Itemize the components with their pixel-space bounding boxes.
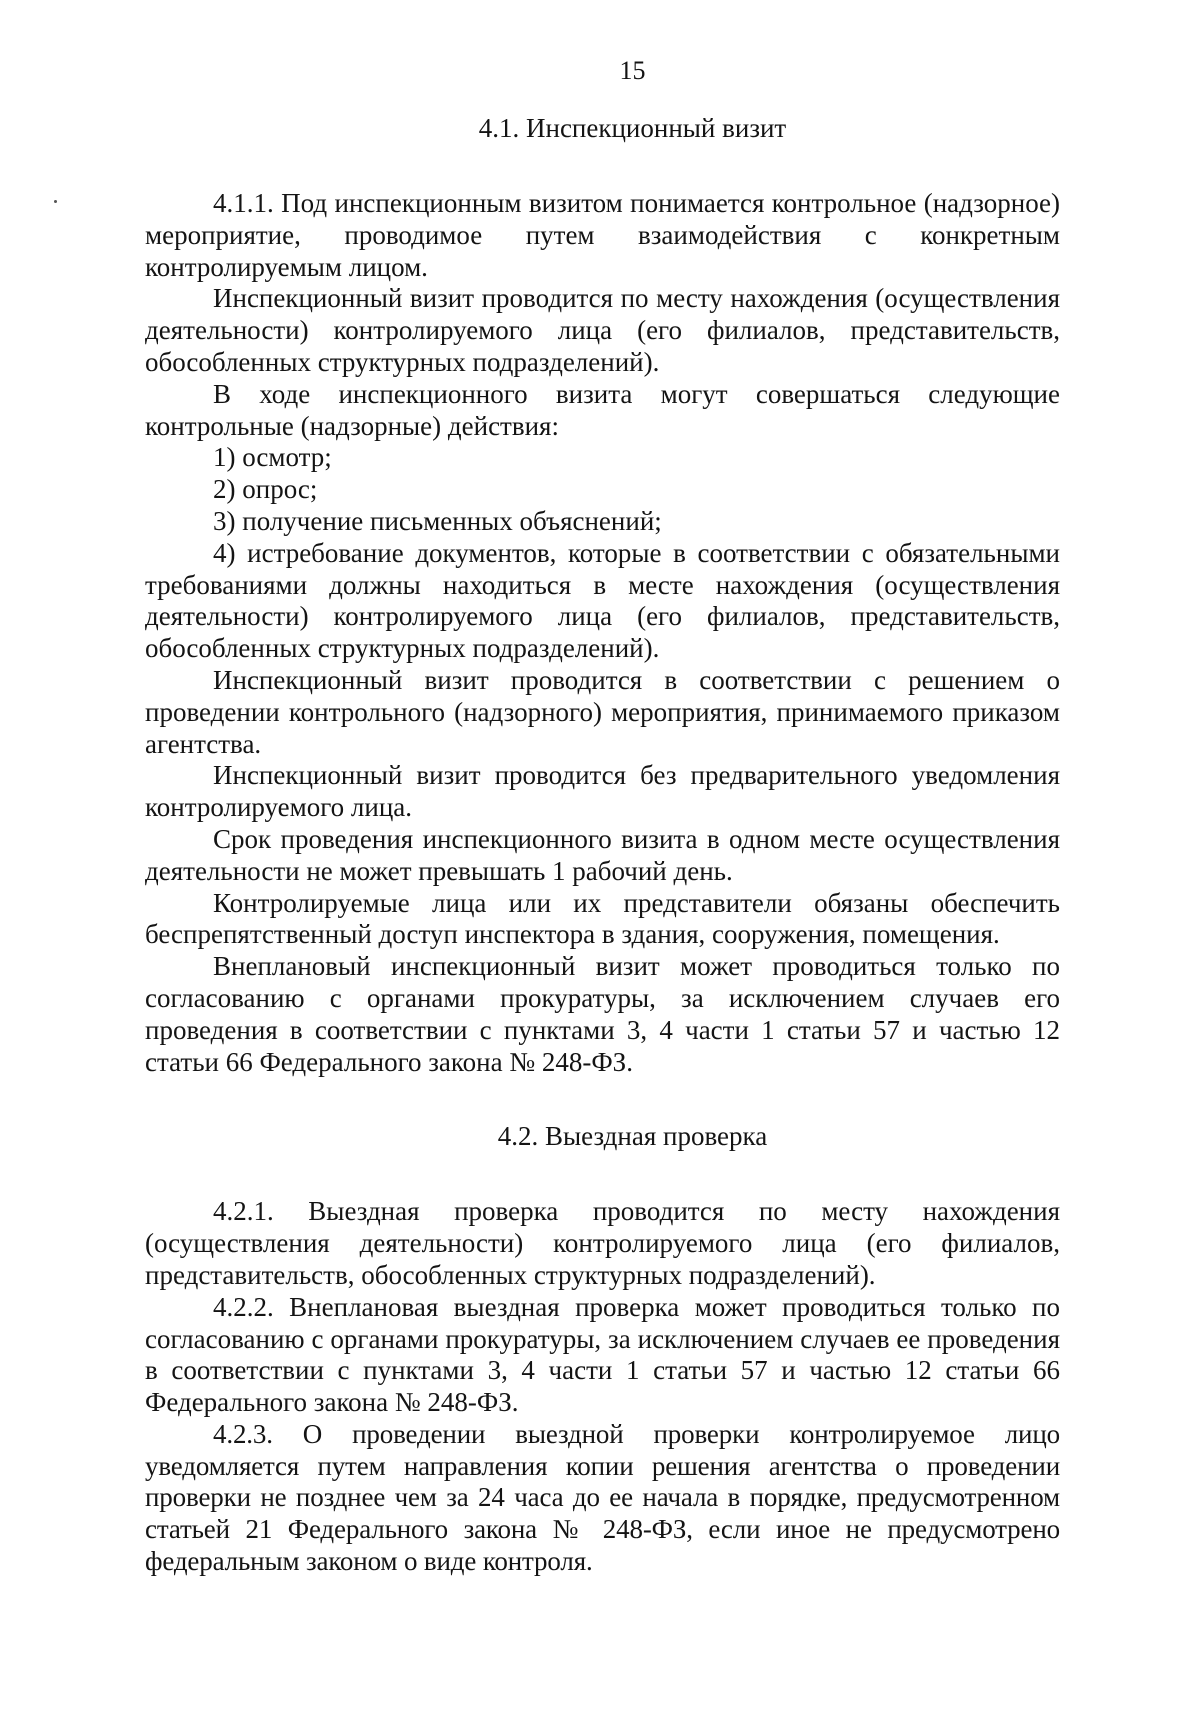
section-heading-4-1: 4.1. Инспекционный визит xyxy=(478,113,787,143)
paragraph-duration: Срок проведения инспекционного визита в одном месте осуществления деятельности не может превышать 1 рабочий день. xyxy=(145,823,1060,886)
paragraph-no-notice: Инспекционный визит проводится без предварительного уведомления контролируемого лица. xyxy=(145,760,1060,823)
paragraph-decision: Инспекционный визит проводится в соответствии с решением о проведении контрольного (надзорного) мероприятия, принимаемого приказом агентства. xyxy=(145,664,1060,759)
paragraph-location: Инспекционный визит проводится по месту нахождения (осуществления деятельности) контролируемого лица (его филиалов, представительств, обособленных структурных подразделений). xyxy=(145,283,1060,377)
paragraph-4-2-3: 4.2.3. О проведении выездной проверки контролируемое лицо уведомляется путем направления копии решения агентства о проведении проверки не позднее чем за 24 часа до ее начала в порядке, предусмотренном статьей 21 Федерального закона № 248-ФЗ, если иное не предусмотрено федеральным законом о виде контроля. xyxy=(145,1418,1060,1577)
list-item-documents: 4) истребование документов, которые в соответствии с обязательными требованиями должны находиться в месте нахождения (осуществления деятельности) контролируемого лица (его филиалов, представительств, обособленных структурных подразделений). xyxy=(145,537,1060,664)
paragraph-actions-intro: В ходе инспекционного визита могут совершаться следующие контрольные (надзорные) действия: xyxy=(145,378,1060,441)
list-item-survey: 2) опрос; xyxy=(213,474,318,505)
paragraph-4-2-1: 4.2.1. Выездная проверка проводится по месту нахождения (осуществления деятельности) контролируемого лица (его филиалов, представительств, обособленных структурных подразделений). xyxy=(145,1196,1060,1290)
paragraph-access: Контролируемые лица или их представители обязаны обеспечить беспрепятственный доступ инспектора в здания, сооружения, помещения. xyxy=(145,887,1060,950)
paragraph-4-1-1: 4.1.1. Под инспекционным визитом понимается контрольное (надзорное) мероприятие, проводимое путем взаимодействия с конкретным контролируемым лицом. xyxy=(145,188,1060,282)
scan-speck xyxy=(54,200,57,203)
section-heading-4-2: 4.2. Выездная проверка xyxy=(497,1121,768,1152)
page-number: 15 xyxy=(619,56,646,85)
paragraph-4-2-2: 4.2.2. Внеплановая выездная проверка может проводиться только по согласованию с органами прокуратуры, за исключением случаев ее проведения в соответствии с пунктами 3, 4 части 1 статьи 57 и частью 12 статьи 66 Федерального закона № 248-ФЗ. xyxy=(145,1291,1060,1418)
list-item-explanations: 3) получение письменных объяснений; xyxy=(213,505,662,536)
list-item-inspection: 1) осмотр; xyxy=(213,442,332,473)
paragraph-unscheduled-visit: Внеплановый инспекционный визит может проводиться только по согласованию с органами прокуратуры, за исключением случаев его проведения в соответствии с пунктами 3, 4 части 1 статьи 57 и частью 12 статьи 66 Федерального закона № 248-ФЗ. xyxy=(145,951,1060,1077)
